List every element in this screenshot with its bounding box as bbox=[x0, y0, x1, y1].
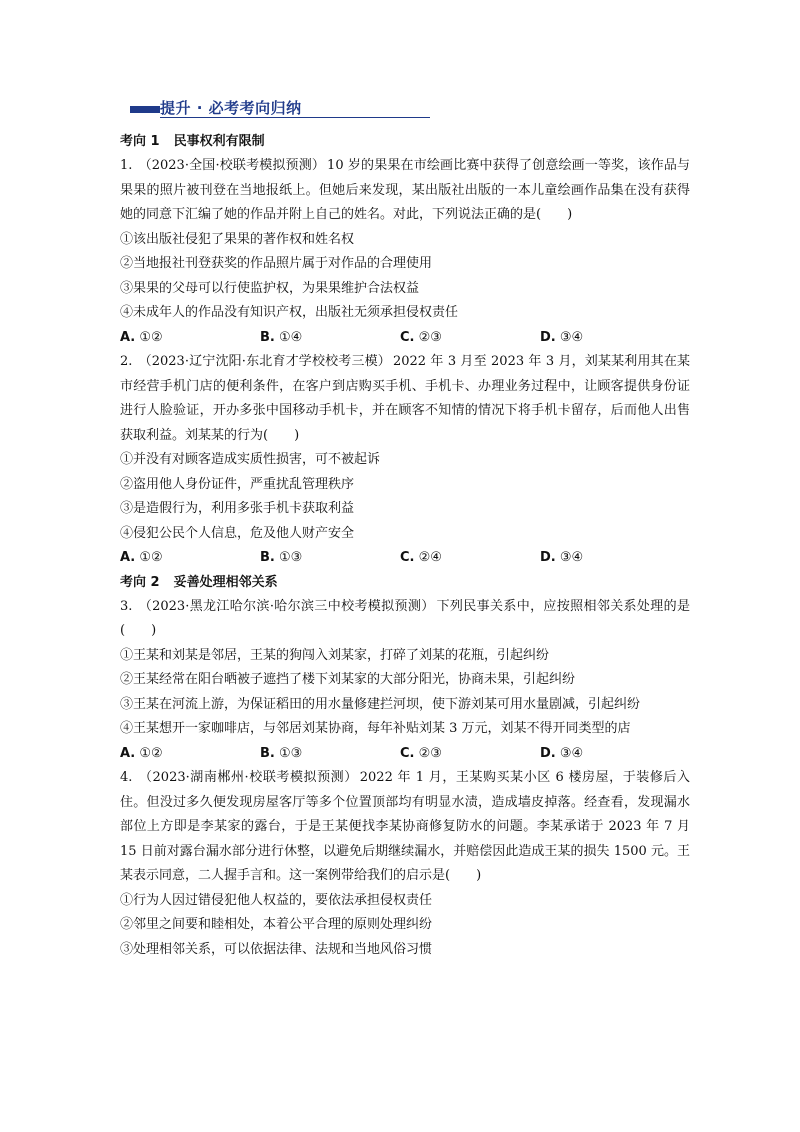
option-a bbox=[120, 546, 260, 571]
option-letter: D. bbox=[540, 745, 556, 761]
list-item: ③处理相邻关系，可以依据法律、法规和当地风俗习惯 bbox=[120, 941, 433, 957]
list-item: ④王某想开一家咖啡店，与邻居刘某协商，每年补贴刘某 3 万元，刘某不得开同类型的店 bbox=[120, 721, 631, 736]
list-item: ④未成年人的作品没有知识产权，出版社无须承担侵权责任 bbox=[120, 305, 459, 320]
answer-options bbox=[120, 742, 690, 767]
answer-options bbox=[120, 326, 690, 351]
answer-options bbox=[120, 546, 690, 571]
question-2 bbox=[120, 350, 690, 448]
section-title: 民事权利有限制 bbox=[173, 134, 265, 149]
option-letter: C. bbox=[400, 329, 415, 345]
option-text: ①② bbox=[139, 329, 163, 345]
option-d bbox=[540, 742, 680, 767]
question-number: 1. bbox=[120, 158, 133, 173]
list-item: ②盗用他人身份证件，严重扰乱管理秩序 bbox=[120, 476, 355, 492]
section-header bbox=[130, 97, 430, 119]
option-letter: B. bbox=[260, 329, 275, 345]
question-stem: 10 岁的果果在市绘画比赛中获得了创意绘画一等奖，该作品与果果的照片被刊登在当地报纸上。但她后来发现，某出版社出版的一本儿童绘画作品集在没有获得她的同意下汇编了她的作品并附上自己的姓名。对此，下列说法正确的是( ) bbox=[120, 158, 690, 222]
list-item: ④侵犯公民个人信息，危及他人财产安全 bbox=[120, 525, 355, 541]
option-text: ③④ bbox=[559, 745, 584, 761]
list-item: ①该出版社侵犯了果果的著作权和姓名权 bbox=[120, 231, 355, 247]
option-d bbox=[540, 546, 680, 571]
list-item: ③是造假行为，利用多张手机卡获取利益 bbox=[120, 501, 355, 516]
option-letter: A. bbox=[120, 329, 136, 345]
list-item: ②王某经常在阳台晒被子遮挡了楼下刘某家的大部分阳光，协商未果，引起纠纷 bbox=[120, 672, 576, 687]
option-text: ①④ bbox=[279, 329, 303, 345]
question-source: （2023·辽宁沈阳·东北育才学校校考三模） bbox=[138, 354, 391, 369]
header-underline bbox=[160, 117, 430, 118]
section-heading bbox=[120, 130, 690, 154]
question-number: 2. bbox=[120, 354, 133, 369]
question-stem: 下列民事关系中，应按照相邻关系处理的是( ) bbox=[120, 598, 690, 638]
option-c bbox=[400, 326, 540, 351]
header-decor-bar bbox=[130, 106, 160, 113]
list-item: ①行为人因过错侵犯他人权益的，要依法承担侵权责任 bbox=[120, 892, 433, 908]
question-number: 3. bbox=[120, 598, 133, 614]
list-item: ③王某在河流上游，为保证稻田的用水量修建拦河坝，使下游刘某可用水量剧减，引起纠纷 bbox=[120, 696, 641, 712]
option-text: ①③ bbox=[279, 550, 303, 565]
option-letter: A. bbox=[120, 745, 136, 761]
question-1 bbox=[120, 154, 690, 228]
option-letter: C. bbox=[400, 745, 415, 761]
option-a bbox=[120, 742, 260, 767]
section-label: 考向 2 bbox=[120, 574, 160, 590]
option-b bbox=[260, 326, 400, 351]
option-b bbox=[260, 546, 400, 571]
section-title: 妥善处理相邻关系 bbox=[173, 574, 278, 590]
option-text: ②③ bbox=[418, 745, 442, 761]
option-text: ②③ bbox=[418, 329, 442, 345]
option-b bbox=[260, 742, 400, 767]
option-c bbox=[400, 546, 540, 571]
option-c bbox=[400, 742, 540, 767]
question-stem: 2022 年 3 月至 2023 年 3 月，刘某某利用其在某市经营手机门店的便利条件，在客户到店购买手机、手机卡、办理业务过程中，让顾客提供身份证进行人脸验证，开办多张中国移动手机卡，并在顾客不知情的情况下将手机卡留存，后而他人出售获取利益。刘某某的行为( ) bbox=[120, 354, 690, 443]
content bbox=[120, 130, 690, 962]
option-text: ③④ bbox=[559, 329, 584, 345]
option-letter: C. bbox=[400, 550, 415, 565]
question-stem: 2022 年 1 月，王某购买某小区 6 楼房屋，于装修后入住。但没过多久便发现房屋客厅等多个位置顶部均有明显水渍，造成墙皮掉落。经查看，发现漏水部位上方即是李某家的露台，于是王某便找李某协商修复防水的问题。李某承诺于 2023 年 7 月 15 日前对露台漏水部分进行休整，以避免后期继续漏水，并赔偿因此造成王某的损失 1500 元。王某表示同意，二人握手言和。这一案例带给我们的启示是( ) bbox=[120, 770, 690, 883]
question-source: （2023·湖南郴州·校联考模拟预测） bbox=[138, 770, 358, 785]
list-item: ③果果的父母可以行使监护权，为果果维护合法权益 bbox=[120, 280, 420, 296]
option-letter: B. bbox=[260, 550, 275, 565]
section-label: 考向 1 bbox=[120, 134, 160, 149]
header-title: 提升 · 必考考向归纳 bbox=[160, 99, 302, 117]
question-number: 4. bbox=[120, 770, 133, 785]
option-letter: D. bbox=[540, 329, 556, 345]
question-source: （2023·全国·校联考模拟预测） bbox=[138, 158, 326, 173]
option-text: ①② bbox=[139, 745, 163, 761]
list-item: ②当地报社刊登获奖的作品照片属于对作品的合理使用 bbox=[120, 256, 433, 271]
option-d bbox=[540, 326, 680, 351]
option-text: ①② bbox=[139, 550, 163, 565]
option-letter: B. bbox=[260, 745, 275, 761]
question-4 bbox=[120, 766, 690, 889]
option-text: ③④ bbox=[559, 550, 584, 565]
option-text: ①③ bbox=[279, 745, 303, 761]
option-a bbox=[120, 326, 260, 351]
list-item: ①并没有对顾客造成实质性损害，可不被起诉 bbox=[120, 452, 381, 467]
option-letter: D. bbox=[540, 550, 556, 565]
question-3 bbox=[120, 595, 690, 644]
list-item: ①王某和刘某是邻居，王某的狗闯入刘某家，打碎了刘某的花瓶，引起纠纷 bbox=[120, 647, 550, 663]
option-letter: A. bbox=[120, 550, 136, 565]
option-text: ②④ bbox=[418, 550, 442, 565]
question-source: （2023·黑龙江哈尔滨·哈尔滨三中校考模拟预测） bbox=[138, 598, 435, 614]
section-heading bbox=[120, 571, 690, 595]
list-item: ②邻里之间要和睦相处，本着公平合理的原则处理纠纷 bbox=[120, 917, 433, 932]
